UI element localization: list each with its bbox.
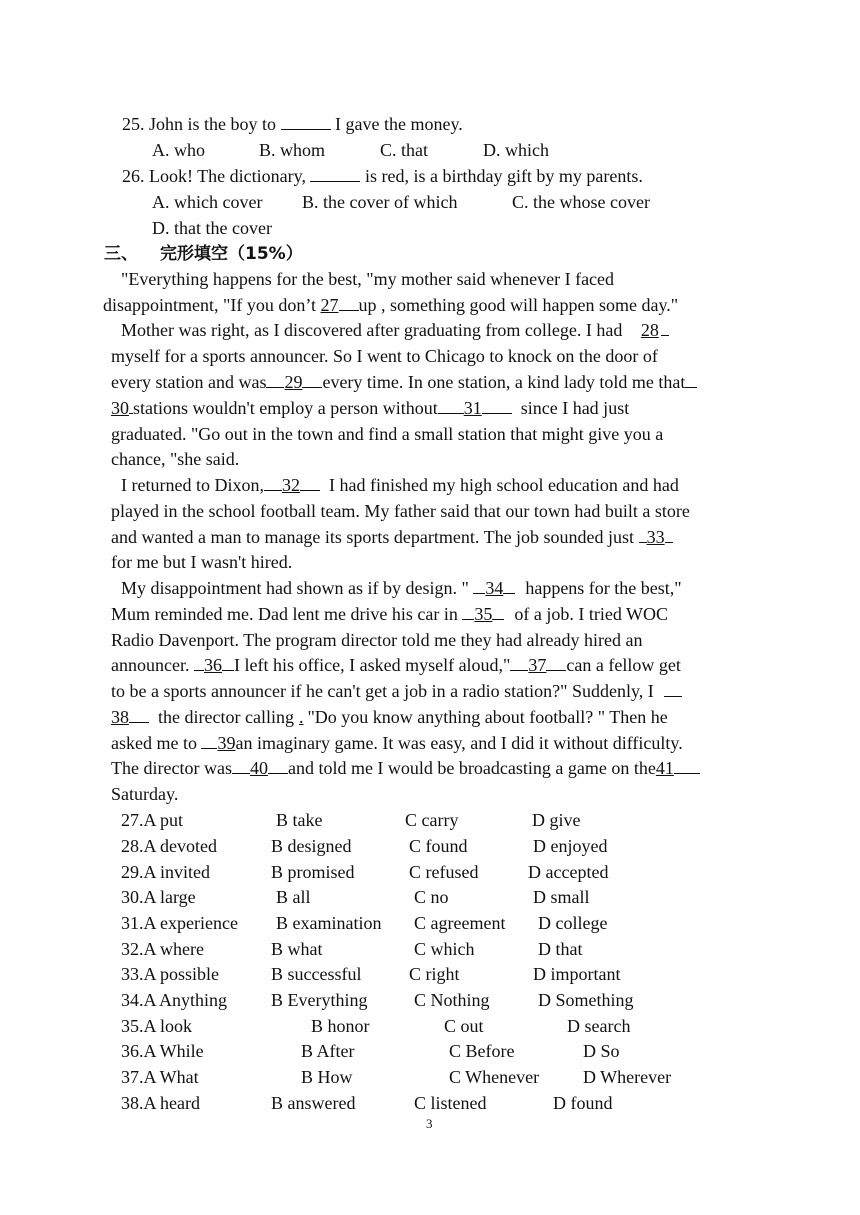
blank-34: 34 (485, 578, 504, 598)
blank-line (194, 654, 204, 671)
passage-text: announcer. (111, 655, 194, 675)
section-title: 完形填空（15%） (160, 244, 303, 264)
section-heading (104, 241, 303, 266)
passage-line: myself for a sports announcer. So I went to Chicago to knock on the door of (111, 346, 658, 366)
option: D enjoyed (533, 836, 608, 856)
passage-text: The director was (111, 758, 232, 778)
option: B Everything (271, 990, 368, 1010)
option: C Whenever (449, 1067, 540, 1087)
blank-line (201, 732, 217, 749)
passage-line (111, 396, 629, 420)
passage-text: to be a sports announcer if he can't get a job in a radio station?" Suddenly, I (111, 681, 654, 701)
blank-28: 28 (640, 320, 659, 340)
passage-line (111, 679, 682, 703)
option: B honor (311, 1016, 370, 1036)
option: 29.A invited (121, 862, 210, 882)
option: D. which (483, 140, 549, 160)
passage-line: "Everything happens for the best, "my mother said whenever I faced (121, 269, 615, 289)
option: D important (533, 964, 621, 984)
question-26-stem: 26. Look! The dictionary, (122, 166, 311, 186)
option: 30.A large (121, 887, 196, 907)
blank-line (264, 474, 282, 491)
option: C carry (405, 810, 459, 830)
answer-blank (281, 113, 331, 130)
option: C Nothing (414, 990, 490, 1010)
passage-text: every station and was (111, 372, 267, 392)
passage-text: Mum reminded me. Dad lent me drive his car in (111, 604, 463, 624)
option: B After (301, 1041, 355, 1061)
passage-text: . (298, 707, 304, 727)
passage-line (111, 653, 681, 677)
question-26 (122, 164, 643, 188)
option: A. which cover (152, 192, 263, 212)
passage-line: graduated. "Go out in the town and find a small station that might give you a (111, 424, 664, 444)
option: B designed (271, 836, 352, 856)
blank-line (232, 757, 250, 774)
page-number: 3 (426, 1116, 433, 1131)
option: C agreement (414, 913, 506, 933)
option: C. the whose cover (512, 192, 650, 212)
passage-text: Mother was right, as I discovered after graduating from college. I had (121, 320, 627, 340)
blank-line (482, 397, 512, 414)
blank-line (462, 603, 474, 620)
question-25-stem: 25. John is the boy to (122, 114, 281, 134)
blank-37: 37 (528, 655, 547, 675)
option: C found (409, 836, 468, 856)
option: B answered (271, 1093, 356, 1113)
option: C. that (380, 140, 428, 160)
option: 33.A possible (121, 964, 220, 984)
option: D give (532, 810, 581, 830)
passage-text: stations wouldn't employ a person without (133, 398, 438, 418)
option: C refused (409, 862, 479, 882)
option: D small (533, 887, 590, 907)
option: A. who (152, 140, 205, 160)
option: C which (414, 939, 475, 959)
blank-39: 39 (217, 733, 236, 753)
option: D. that the cover (152, 218, 272, 238)
option: D found (553, 1093, 613, 1113)
passage-text: I left his office, I asked myself aloud," (233, 655, 511, 675)
passage-text: My disappointment had shown as if by design. " (121, 578, 474, 598)
option: B How (301, 1067, 353, 1087)
blank-line (129, 706, 149, 723)
blank-line (222, 654, 234, 671)
option: B. the cover of which (302, 192, 458, 212)
option: D Wherever (583, 1067, 672, 1087)
option: B what (271, 939, 323, 959)
passage-line (111, 370, 697, 394)
passage-line (111, 705, 668, 729)
option: 37.A What (121, 1067, 199, 1087)
blank-line (685, 371, 697, 388)
passage-text: of a job. I tried WOC (514, 604, 669, 624)
option: C out (444, 1016, 484, 1036)
blank-line (268, 757, 288, 774)
answer-blank (310, 165, 360, 182)
blank-line (339, 294, 359, 311)
option: D accepted (528, 862, 609, 882)
blank-line (302, 371, 322, 388)
passage-text: and told me I would be broadcasting a game on the (287, 758, 656, 778)
option: D that (538, 939, 583, 959)
blank-35: 35 (474, 604, 493, 624)
blank-line (473, 577, 485, 594)
blank-32: 32 (281, 475, 300, 495)
passage-text: up , something good will happen some day." (358, 295, 679, 315)
blank-line (300, 474, 320, 491)
option: C no (414, 887, 449, 907)
blank-line (664, 680, 682, 697)
passage-line (103, 293, 678, 317)
option: 38.A heard (121, 1093, 200, 1113)
passage-text: "Do you know anything about football? " Then he (307, 707, 668, 727)
blank-line (665, 526, 673, 543)
passage-line (111, 731, 683, 755)
blank-38: 38 (111, 707, 129, 727)
question-26-stem-end: is red, is a birthday gift by my parents. (360, 166, 643, 186)
blank-line (503, 577, 515, 594)
passage-line (111, 525, 673, 549)
passage-line: Radio Davenport. The program director told me they had already hired an (111, 630, 643, 650)
option: B take (276, 810, 323, 830)
option: C listened (414, 1093, 487, 1113)
passage-line: chance, "she said. (111, 449, 240, 469)
blank-line (438, 397, 464, 414)
option: D Something (538, 990, 634, 1010)
option: B. whom (259, 140, 326, 160)
passage-line (121, 576, 682, 600)
option: B examination (276, 913, 382, 933)
option: D college (538, 913, 608, 933)
blank-31: 31 (463, 398, 482, 418)
passage-line (121, 473, 679, 497)
option: 36.A While (121, 1041, 204, 1061)
passage-text: asked me to (111, 733, 202, 753)
blank-41: 41 (655, 758, 674, 778)
passage-text: the director calling (158, 707, 294, 727)
option: 34.A Anything (121, 990, 228, 1010)
section-number: 三、 (104, 244, 138, 264)
blank-30: 30 (111, 398, 129, 418)
passage-text: every time. In one station, a kind lady told me that (322, 372, 686, 392)
question-25-stem-end: I gave the money. (330, 114, 463, 134)
blank-line (674, 757, 700, 774)
option: D search (567, 1016, 631, 1036)
blank-line (546, 654, 566, 671)
blank-line (639, 526, 647, 543)
option: B promised (271, 862, 355, 882)
passage-text: and wanted a man to manage its sports department. The job sounded just (111, 527, 639, 547)
option: 27.A put (121, 810, 184, 830)
question-25 (122, 112, 463, 136)
option: B successful (271, 964, 362, 984)
passage-text: disappointment, "If you don’t (103, 295, 321, 315)
blank-36: 36 (203, 655, 222, 675)
passage-line (111, 756, 700, 780)
option: 32.A where (121, 939, 204, 959)
passage-line: for me but I wasn't hired. (111, 552, 293, 572)
passage-line (121, 318, 669, 342)
blank-line (510, 654, 528, 671)
option: C Before (449, 1041, 515, 1061)
passage-line: played in the school football team. My father said that our town had built a store (111, 501, 690, 521)
passage-line (111, 602, 668, 626)
passage-text: an imaginary game. It was easy, and I did it without difficulty. (235, 733, 683, 753)
passage-text: I had finished my high school education and had (328, 475, 679, 495)
passage-text: I returned to Dixon, (121, 475, 264, 495)
blank-40: 40 (249, 758, 268, 778)
blank-line (661, 319, 669, 336)
option: C right (409, 964, 460, 984)
blank-27: 27 (320, 295, 339, 315)
passage-text: since I had just (520, 398, 630, 418)
option: D So (583, 1041, 620, 1061)
passage-line: Saturday. (111, 784, 179, 804)
option: B all (276, 887, 311, 907)
passage-text: happens for the best," (525, 578, 682, 598)
option: 28.A devoted (121, 836, 217, 856)
option: 31.A experience (121, 913, 238, 933)
blank-29: 29 (284, 372, 303, 392)
blank-line (492, 603, 504, 620)
blank-line (266, 371, 284, 388)
option: 35.A look (121, 1016, 193, 1036)
passage-text: can a fellow get (566, 655, 681, 675)
blank-33: 33 (646, 527, 665, 547)
